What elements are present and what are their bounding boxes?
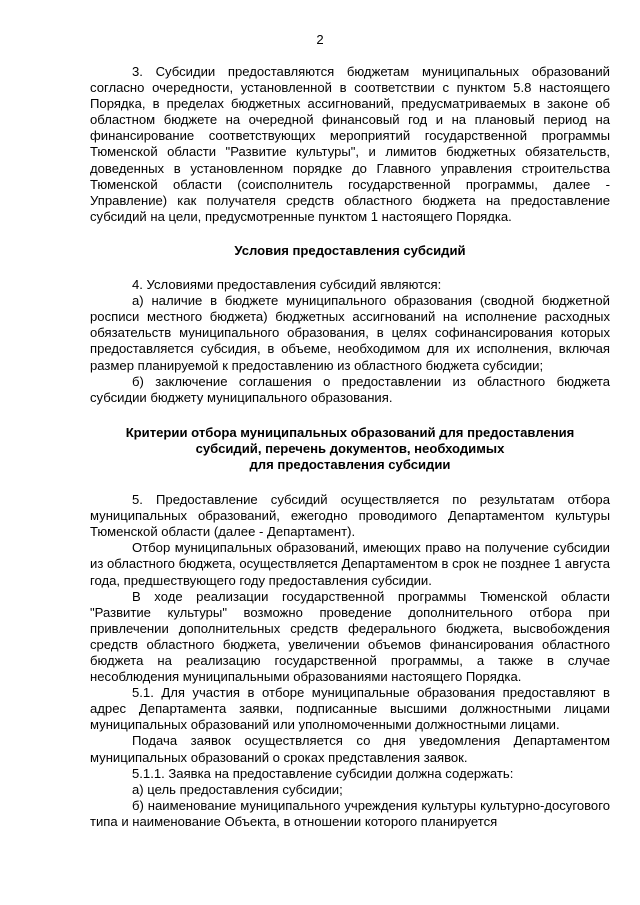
section-heading-conditions: Условия предоставления субсидий (234, 242, 466, 258)
section-heading-criteria-line-1: Критерии отбора муниципальных образований для предоставления (125, 424, 575, 440)
paragraph-5-additional: В ходе реализации государственной программы Тюменской области "Развитие культуры" возможно проведение дополнительного отбора при привлечении дополнительных средств федерального бюджета, высвобождения средств областного бюджета, увеличении объемов финансирования областного бюджета на реализацию государственной программы, а также в случае несоблюдения муниципальными образованиями настоящего Порядка. (90, 588, 610, 685)
paragraph-5-selection: Отбор муниципальных образований, имеющих право на получение субсидии из областного бюджета, осуществляется Департаментом в срок не позднее 1 августа года, предшествующего году предоставления субсидии. (90, 540, 610, 588)
paragraph-5-1-1-b: б) наименование муниципального учреждения культуры культурно-досугового типа и наименование Объекта, в отношении которого планируется (90, 797, 610, 829)
section-heading-criteria (90, 425, 610, 473)
paragraph-5-1-submission: Подача заявок осуществляется со дня уведомления Департаментом муниципальных образований о сроках представления заявок. (90, 733, 610, 765)
paragraph-5-1-1-a: а) цель предоставления субсидии; (132, 781, 343, 797)
paragraph-3: 3. Субсидии предоставляются бюджетам муниципальных образований согласно очередности, установленной в соответствии с пунктом 5.8 настоящего Порядка, в пределах бюджетных ассигнований, предусматриваемых в законе об областном бюджете на очередной финансовый год и на плановый период на финансирование соответствующих мероприятий государственной программы Тюменской области "Развитие культуры", и лимитов бюджетных обязательств, доведенных в установленном порядке до Главного управления строительства Тюменской области (соисполнитель государственной программы, далее - Управление) как получателя средств областного бюджета на предоставление субсидий на цели, предусмотренные пунктом 1 настоящего Порядка. (90, 64, 610, 224)
paragraph-4a: а) наличие в бюджете муниципального образования (сводной бюджетной росписи местного бюджета) бюджетных ассигнований на исполнение расходных обязательств муниципального образования, в целях софинансирования которых предоставляется субсидия, в объеме, необходимом для их исполнения, включая размер планируемой к предоставлению из областного бюджета субсидии; (90, 293, 610, 373)
paragraph-4b: б) заключение соглашения о предоставлении из областного бюджета субсидии бюджету муниципального образования. (90, 373, 610, 405)
section-heading-criteria-line-3: для предоставления субсидии (249, 456, 451, 472)
paragraph-5-1-1: 5.1.1. Заявка на предоставление субсидии должна содержать: (132, 765, 514, 781)
section-heading-criteria-line-2: субсидий, перечень документов, необходимых (195, 440, 505, 456)
document-body (90, 64, 610, 830)
paragraph-5-1: 5.1. Для участия в отборе муниципальные образования предоставляют в адрес Департамента заявки, подписанные высшими должностными лицами муниципальных образований или уполномоченными должностными лицами. (90, 685, 610, 733)
paragraph-5: 5. Предоставление субсидий осуществляется по результатам отбора муниципальных образований, ежегодно проводимого Департаментом культуры Тюменской области (далее - Департамент). (90, 492, 610, 540)
paragraph-4: 4. Условиями предоставления субсидий являются: (132, 277, 442, 293)
page-number: 2 (316, 32, 324, 47)
